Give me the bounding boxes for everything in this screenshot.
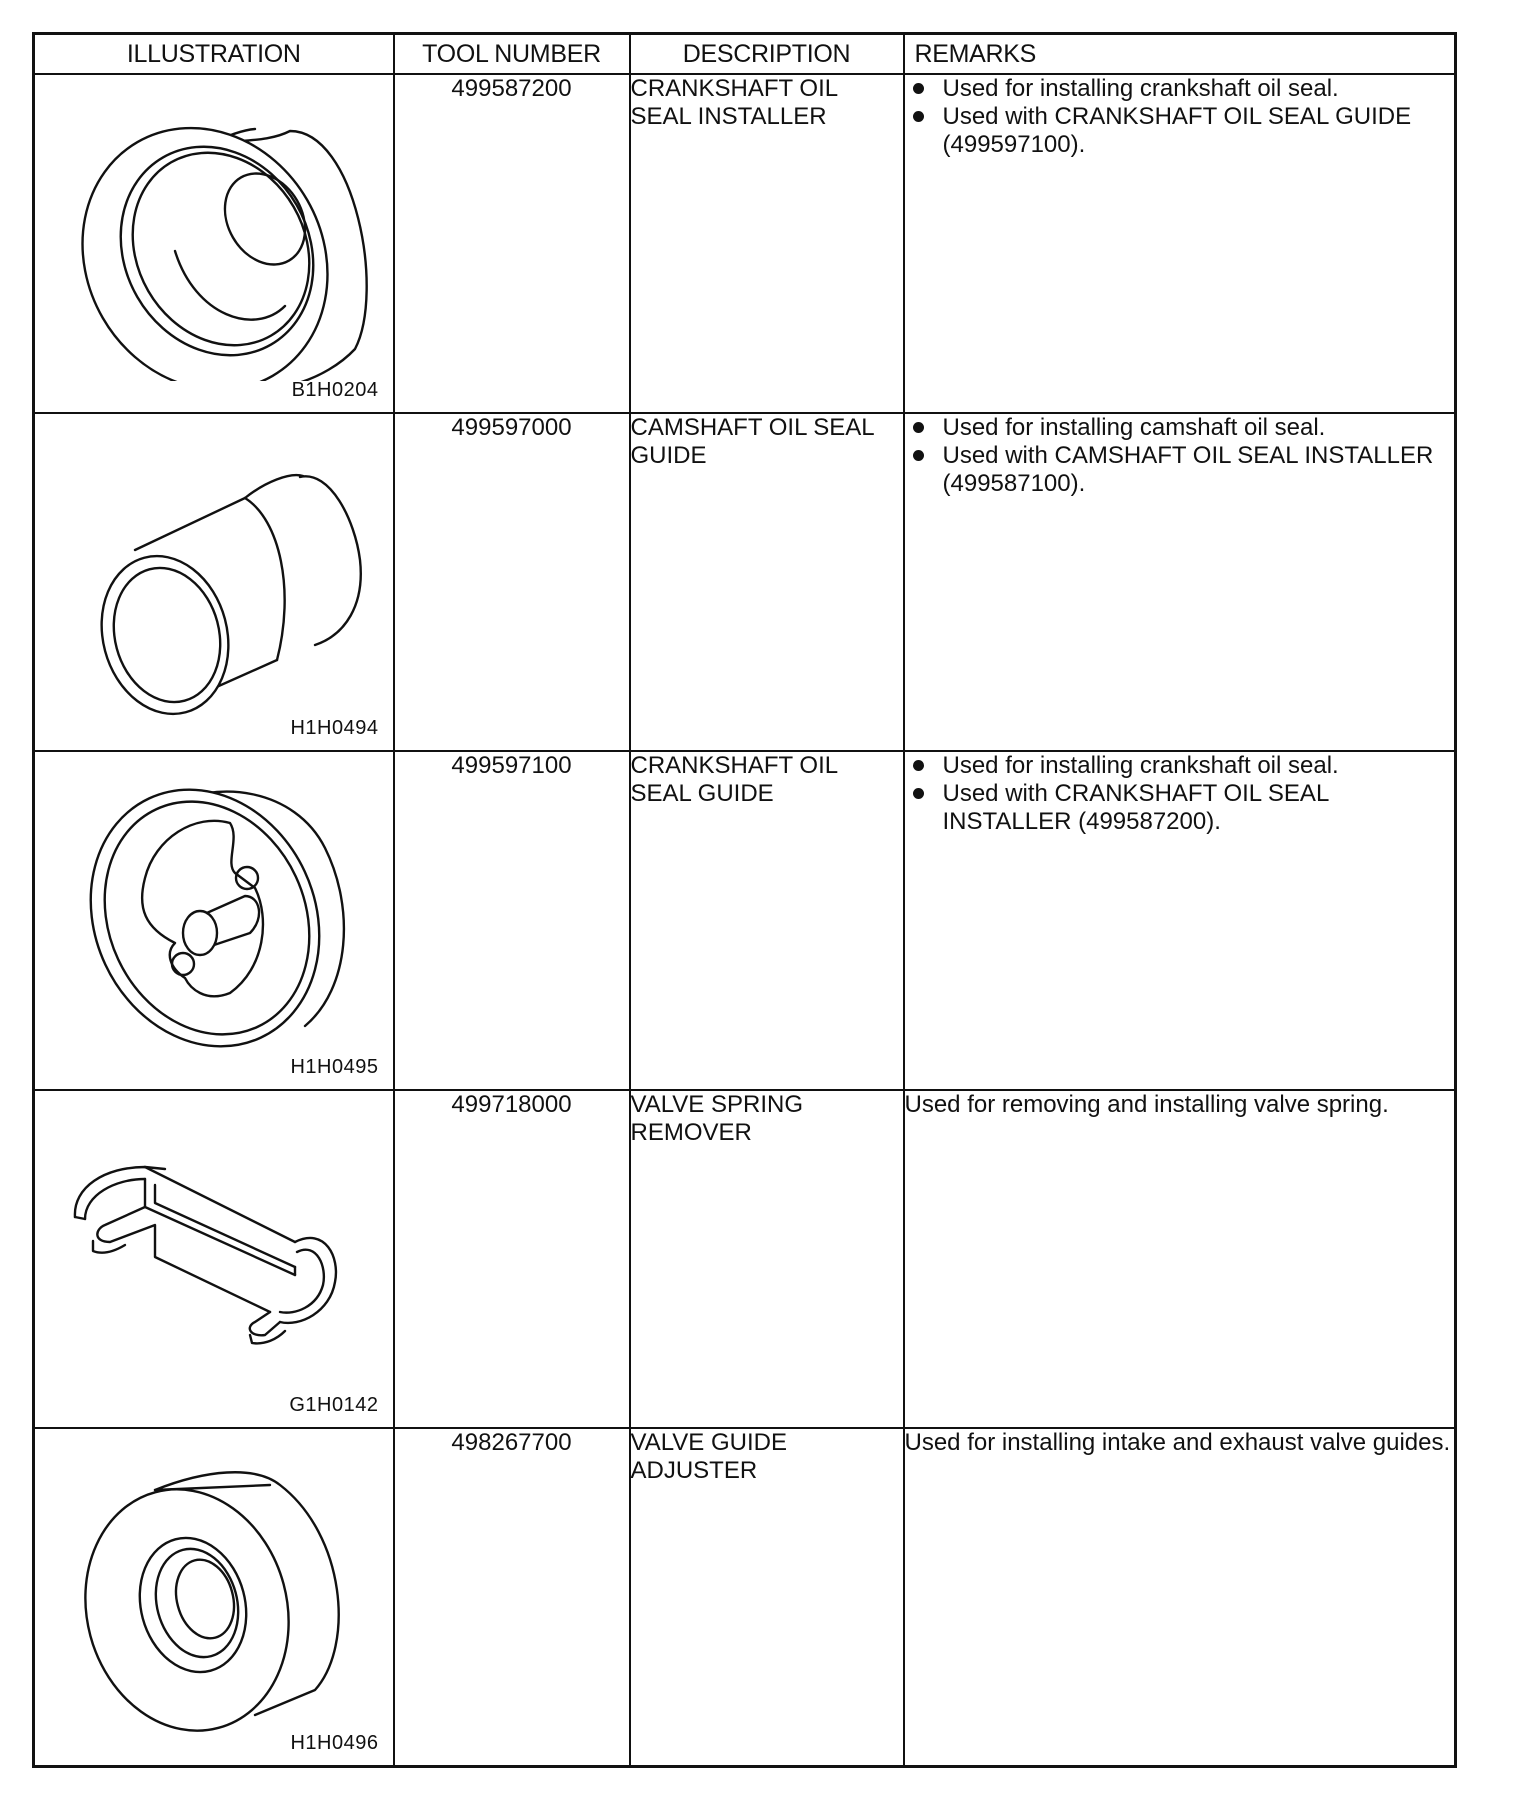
illustration-cell (34, 1428, 394, 1767)
table-row (34, 751, 1456, 1090)
remark-item: Used with CRANKSHAFT OIL SEAL GUIDE (499597100). (905, 103, 1455, 159)
header-row (34, 34, 1456, 75)
special-tools-table (32, 32, 1457, 1768)
special-tools-sheet (32, 32, 1454, 1768)
description-cell: CAMSHAFT OIL SEAL GUIDE (630, 413, 904, 752)
description-cell: CRANKSHAFT OIL SEAL INSTALLER (630, 74, 904, 413)
remark-item: Used with CRANKSHAFT OIL SEAL INSTALLER (499587200). (905, 780, 1455, 836)
header-remarks: REMARKS (904, 34, 1456, 75)
description-cell: CRANKSHAFT OIL SEAL GUIDE (630, 751, 904, 1090)
figure-code: G1H0142 (289, 1394, 379, 1416)
remarks-list (905, 414, 1455, 498)
remarks-cell: Used for removing and installing valve spring. (904, 1090, 1456, 1429)
illustration-cell (34, 751, 394, 1090)
remark-item: Used with CAMSHAFT OIL SEAL INSTALLER (499587100). (905, 442, 1455, 498)
figure-code: H1H0494 (290, 717, 379, 739)
header-tool-number: TOOL NUMBER (394, 34, 630, 75)
header-illustration: ILLUSTRATION (34, 34, 394, 75)
remarks-list (905, 752, 1455, 836)
remarks-list (905, 75, 1455, 159)
remarks-cell (904, 751, 1456, 1090)
valve-guide-adjuster-icon (55, 1445, 375, 1735)
illustration-cell (34, 74, 394, 413)
remark-item: Used for installing crankshaft oil seal. (905, 75, 1455, 103)
remarks-cell (904, 74, 1456, 413)
camshaft-seal-guide-icon (55, 430, 375, 720)
header-description: DESCRIPTION (630, 34, 904, 75)
description-cell: VALVE GUIDE ADJUSTER (630, 1428, 904, 1767)
figure-code: H1H0496 (290, 1732, 379, 1754)
figure-code: B1H0204 (291, 378, 379, 401)
tool-number-cell: 499597100 (394, 751, 630, 1090)
seal-installer-icon (55, 91, 375, 381)
remarks-cell (904, 413, 1456, 752)
description-cell: VALVE SPRING REMOVER (630, 1090, 904, 1429)
tool-number-cell: 499718000 (394, 1090, 630, 1429)
illustration-cell (34, 413, 394, 752)
valve-spring-remover-icon (55, 1107, 375, 1397)
remark-item: Used for installing crankshaft oil seal. (905, 752, 1455, 780)
remark-item: Used for installing camshaft oil seal. (905, 414, 1455, 442)
tool-number-cell: 499587200 (394, 74, 630, 413)
illustration-cell (34, 1090, 394, 1429)
tool-number-cell: 499597000 (394, 413, 630, 752)
remarks-cell: Used for installing intake and exhaust valve guides. (904, 1428, 1456, 1767)
tool-number-cell: 498267700 (394, 1428, 630, 1767)
table-row (34, 74, 1456, 413)
table-row (34, 413, 1456, 752)
crankshaft-seal-guide-icon (55, 768, 375, 1058)
table-row (34, 1428, 1456, 1767)
figure-code: H1H0495 (290, 1055, 379, 1078)
table-row (34, 1090, 1456, 1429)
